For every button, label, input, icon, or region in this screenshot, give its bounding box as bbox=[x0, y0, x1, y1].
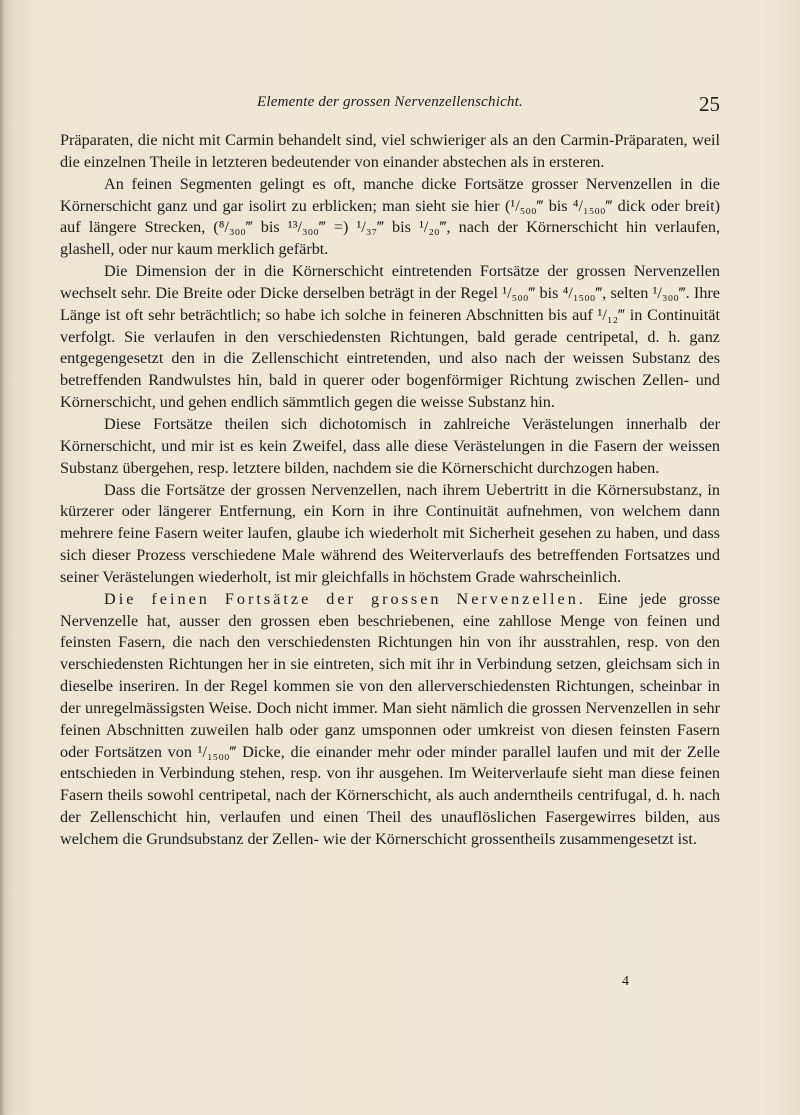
paragraph bbox=[60, 589, 720, 851]
paragraph-text: Eine jede grosse Nervenzelle hat, ausser den grossen eben beschriebenen, eine zahllose Menge von feinen und feinsten Fasern, die nach den verschiedensten Richtungen hin von ihr ausstrahlen, resp. von den verschiedensten Richtungen her in sie eintreten, sich mit ihr in Verbindung setzen, gleichsam sich in dieselbe inseriren. In der Regel kommen sie von den allerverschiedensten Richtungen, scheinbar in der unregelmässigsten Weise. Doch nicht immer. Man sieht nämlich die grossen Nervenzellen in sehr feinen Abschnitten zuweilen halb oder ganz umsponnen oder umkreist von diesen feinsten Fasern oder Fortsätzen von ¹/₁₅₀₀‴ Dicke, die einander mehr oder minder parallel laufen und mit der Zelle entschieden in Verbindung stehen, resp. von ihr ausgehen. Im Weiterverlaufe sieht man diese feinen Fasern theils sowohl centripetal, nach der Körnerschicht, als auch anderntheils centrifugal, d. h. nach der Zellenschicht hin, verlaufen und einen Theil des unauflöslichen Fasergewirres bilden, aus welchem die Grundsubstanz der Zellen- wie der Körnerschicht grossentheils zusammengesetzt ist. bbox=[60, 589, 721, 848]
paragraph: Die Dimension der in die Körnerschicht eintretenden Fortsätze der grossen Nervenzellen wechselt sehr. Die Breite oder Dicke derselben beträgt in der Regel ¹/₅₀₀‴ bis ⁴/₁₅₀₀‴, selten ¹/₃₀₀‴. Ihre Länge ist oft sehr beträchtlich; so habe ich solche in feineren Abschnitten bis auf ¹/₁₂‴ in Continuität verfolgt. Sie verlaufen in den verschiedensten Richtungen, bald gerade centripetal, d. h. ganz entgegengesetzt den in die Zellenschicht eintretenden, und also nach der weissen Substanz des betreffenden Randwulstes hin, bald in querer oder bogenförmiger Richtung zwischen Zellen- und Körnerschicht, und gehen endlich sämmtlich gegen die weisse Substanz hin. bbox=[60, 262, 720, 412]
paragraph: Diese Fortsätze theilen sich dichotomisch in zahlreiche Verästelungen innerhalb der Körnerschicht, und mir ist es kein Zweifel, dass alle diese Verästelungen in die Fasern der weissen Substanz übergehen, resp. letztere bilden, nachdem sie die Körnerschicht durchzogen haben. bbox=[60, 414, 720, 477]
paragraph: An feinen Segmenten gelingt es oft, manche dicke Fortsätze grosser Nervenzellen in die Körnerschicht ganz und gar isolirt zu erblicken; man sieht sie hier (¹/₅₀₀‴ bis ⁴/₁₅₀₀‴ dick oder breit) auf längere Strecken, (⁸/₃₀₀‴ bis ¹³/₃₀₀‴ =) ¹/₃₇‴ bis ¹/₂₀‴, nach der Körnerschicht hin verlaufen, glashell, oder nur kaum merklich gefärbt. bbox=[60, 174, 720, 259]
body-text bbox=[60, 130, 720, 851]
paragraph: Präparaten, die nicht mit Carmin behandelt sind, viel schwieriger als an den Carmin-Präparaten, weil die einzelnen Theile in letzteren bedeutender von einander abstechen als in ersteren. bbox=[60, 131, 720, 171]
page-header bbox=[60, 92, 720, 116]
running-title: Elemente der grossen Nervenzellenschicht. bbox=[257, 94, 523, 110]
signature-mark: 4 bbox=[622, 974, 629, 989]
page-gutter-shadow bbox=[0, 0, 5, 1115]
page-number: 25 bbox=[699, 92, 720, 116]
section-heading: Die feinen Fortsätze der grossen Nervenzellen. bbox=[104, 589, 586, 608]
paragraph: Dass die Fortsätze der grossen Nervenzellen, nach ihrem Uebertritt in die Körnersubstanz, in kürzerer oder längerer Entfernung, ein Korn in ihre Continuität aufnehmen, von welchem dann mehrere feine Fasern weiter laufen, glaube ich wiederholt mit Sicherheit gesehen zu haben, und dass sich dieser Prozess verschiedene Male während des Weiterverlaufs des betreffenden Fortsatzes und seiner Verästelungen wiederholt, ist mir gleichfalls in höchstem Grade wahrscheinlich. bbox=[60, 480, 720, 586]
